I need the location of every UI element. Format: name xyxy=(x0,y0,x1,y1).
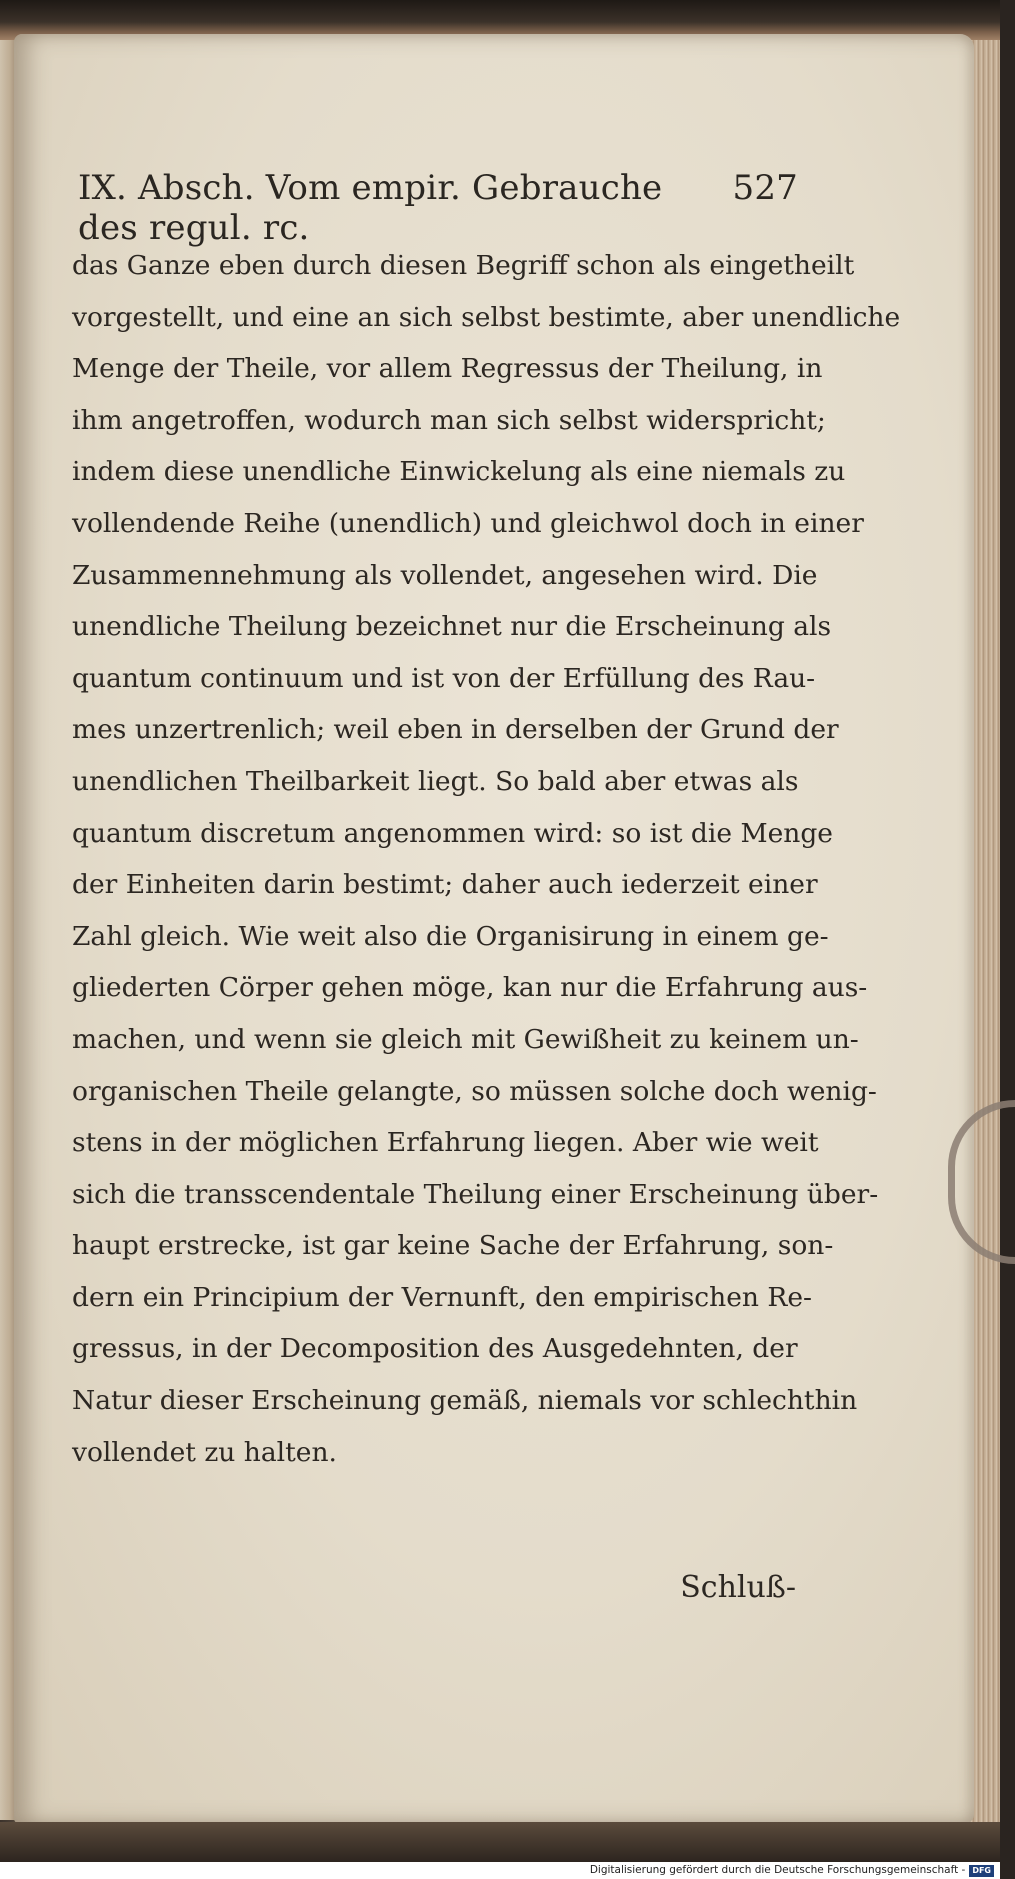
text-line: Zahl gleich. Wie weit also die Organisirung in einem ge- xyxy=(72,920,829,952)
text-line: haupt erstrecke, ist gar keine Sache der Erfahrung, son- xyxy=(72,1230,834,1262)
text-line: sich die transscendentale Theilung einer Erscheinung über- xyxy=(72,1178,879,1210)
credit-text: Digitalisierung gefördert durch die Deutsche Forschungsgemeinschaft - xyxy=(589,1864,966,1876)
text-line: dern ein Principium der Vernunft, den empirischen Re- xyxy=(72,1281,812,1313)
text-line: vollendet zu halten. xyxy=(72,1436,337,1468)
text-line: machen, und wenn sie gleich mit Gewißheit zu keinem un- xyxy=(72,1023,859,1055)
text-line: gliederten Cörper gehen möge, kan nur die Erfahrung aus- xyxy=(72,972,868,1004)
text-line: unendliche Theilung bezeichnet nur die Erscheinung als xyxy=(72,611,832,643)
book-bottom-edge xyxy=(0,1822,1000,1862)
dfg-logo: DFG xyxy=(969,1865,994,1877)
book-page-edges xyxy=(970,40,1000,1830)
text-line: Zusammennehmung als vollendet, angesehen wird. Die xyxy=(72,559,818,591)
text-line: quantum discretum angenommen wird: so ist die Menge xyxy=(72,817,833,849)
page-number: 527 xyxy=(732,168,798,208)
text-line: quantum continuum und ist von der Erfüllung des Rau- xyxy=(72,662,816,694)
text-line: Menge der Theile, vor allem Regressus der Theilung, in xyxy=(72,353,823,385)
text-line: das Ganze eben durch diesen Begriff schon als eingetheilt xyxy=(72,250,855,281)
body-text xyxy=(72,240,901,1478)
text-line: mes unzertrenlich; weil eben in derselben der Grund der xyxy=(72,714,839,746)
text-line: vollendende Reihe (unendlich) und gleichwol doch in einer xyxy=(72,507,864,539)
text-line: vorgestellt, und eine an sich selbst bestimte, aber unendliche xyxy=(72,301,901,333)
text-line: der Einheiten darin bestimt; daher auch iederzeit einer xyxy=(72,869,818,901)
text-line: ihm angetroffen, wodurch man sich selbst widerspricht; xyxy=(72,404,826,436)
running-header xyxy=(78,168,798,248)
digitization-credit xyxy=(590,1863,994,1878)
text-line: indem diese unendliche Einwickelung als eine niemals zu xyxy=(72,456,846,488)
text-line: organischen Theile gelangte, so müssen solche doch wenig- xyxy=(72,1075,877,1107)
text-line: stens in der möglichen Erfahrung liegen. Aber wie weit xyxy=(72,1127,819,1159)
text-line: gressus, in der Decomposition des Ausgedehnten, der xyxy=(72,1333,798,1365)
running-title: IX. Absch. Vom empir. Gebrauche des regul. rc. xyxy=(78,168,663,248)
text-line: unendlichen Theilbarkeit liegt. So bald aber etwas als xyxy=(72,765,799,797)
catchword: Schluß- xyxy=(680,1570,796,1605)
text-line: Natur dieser Erscheinung gemäß, niemals vor schlechthin xyxy=(72,1385,858,1417)
